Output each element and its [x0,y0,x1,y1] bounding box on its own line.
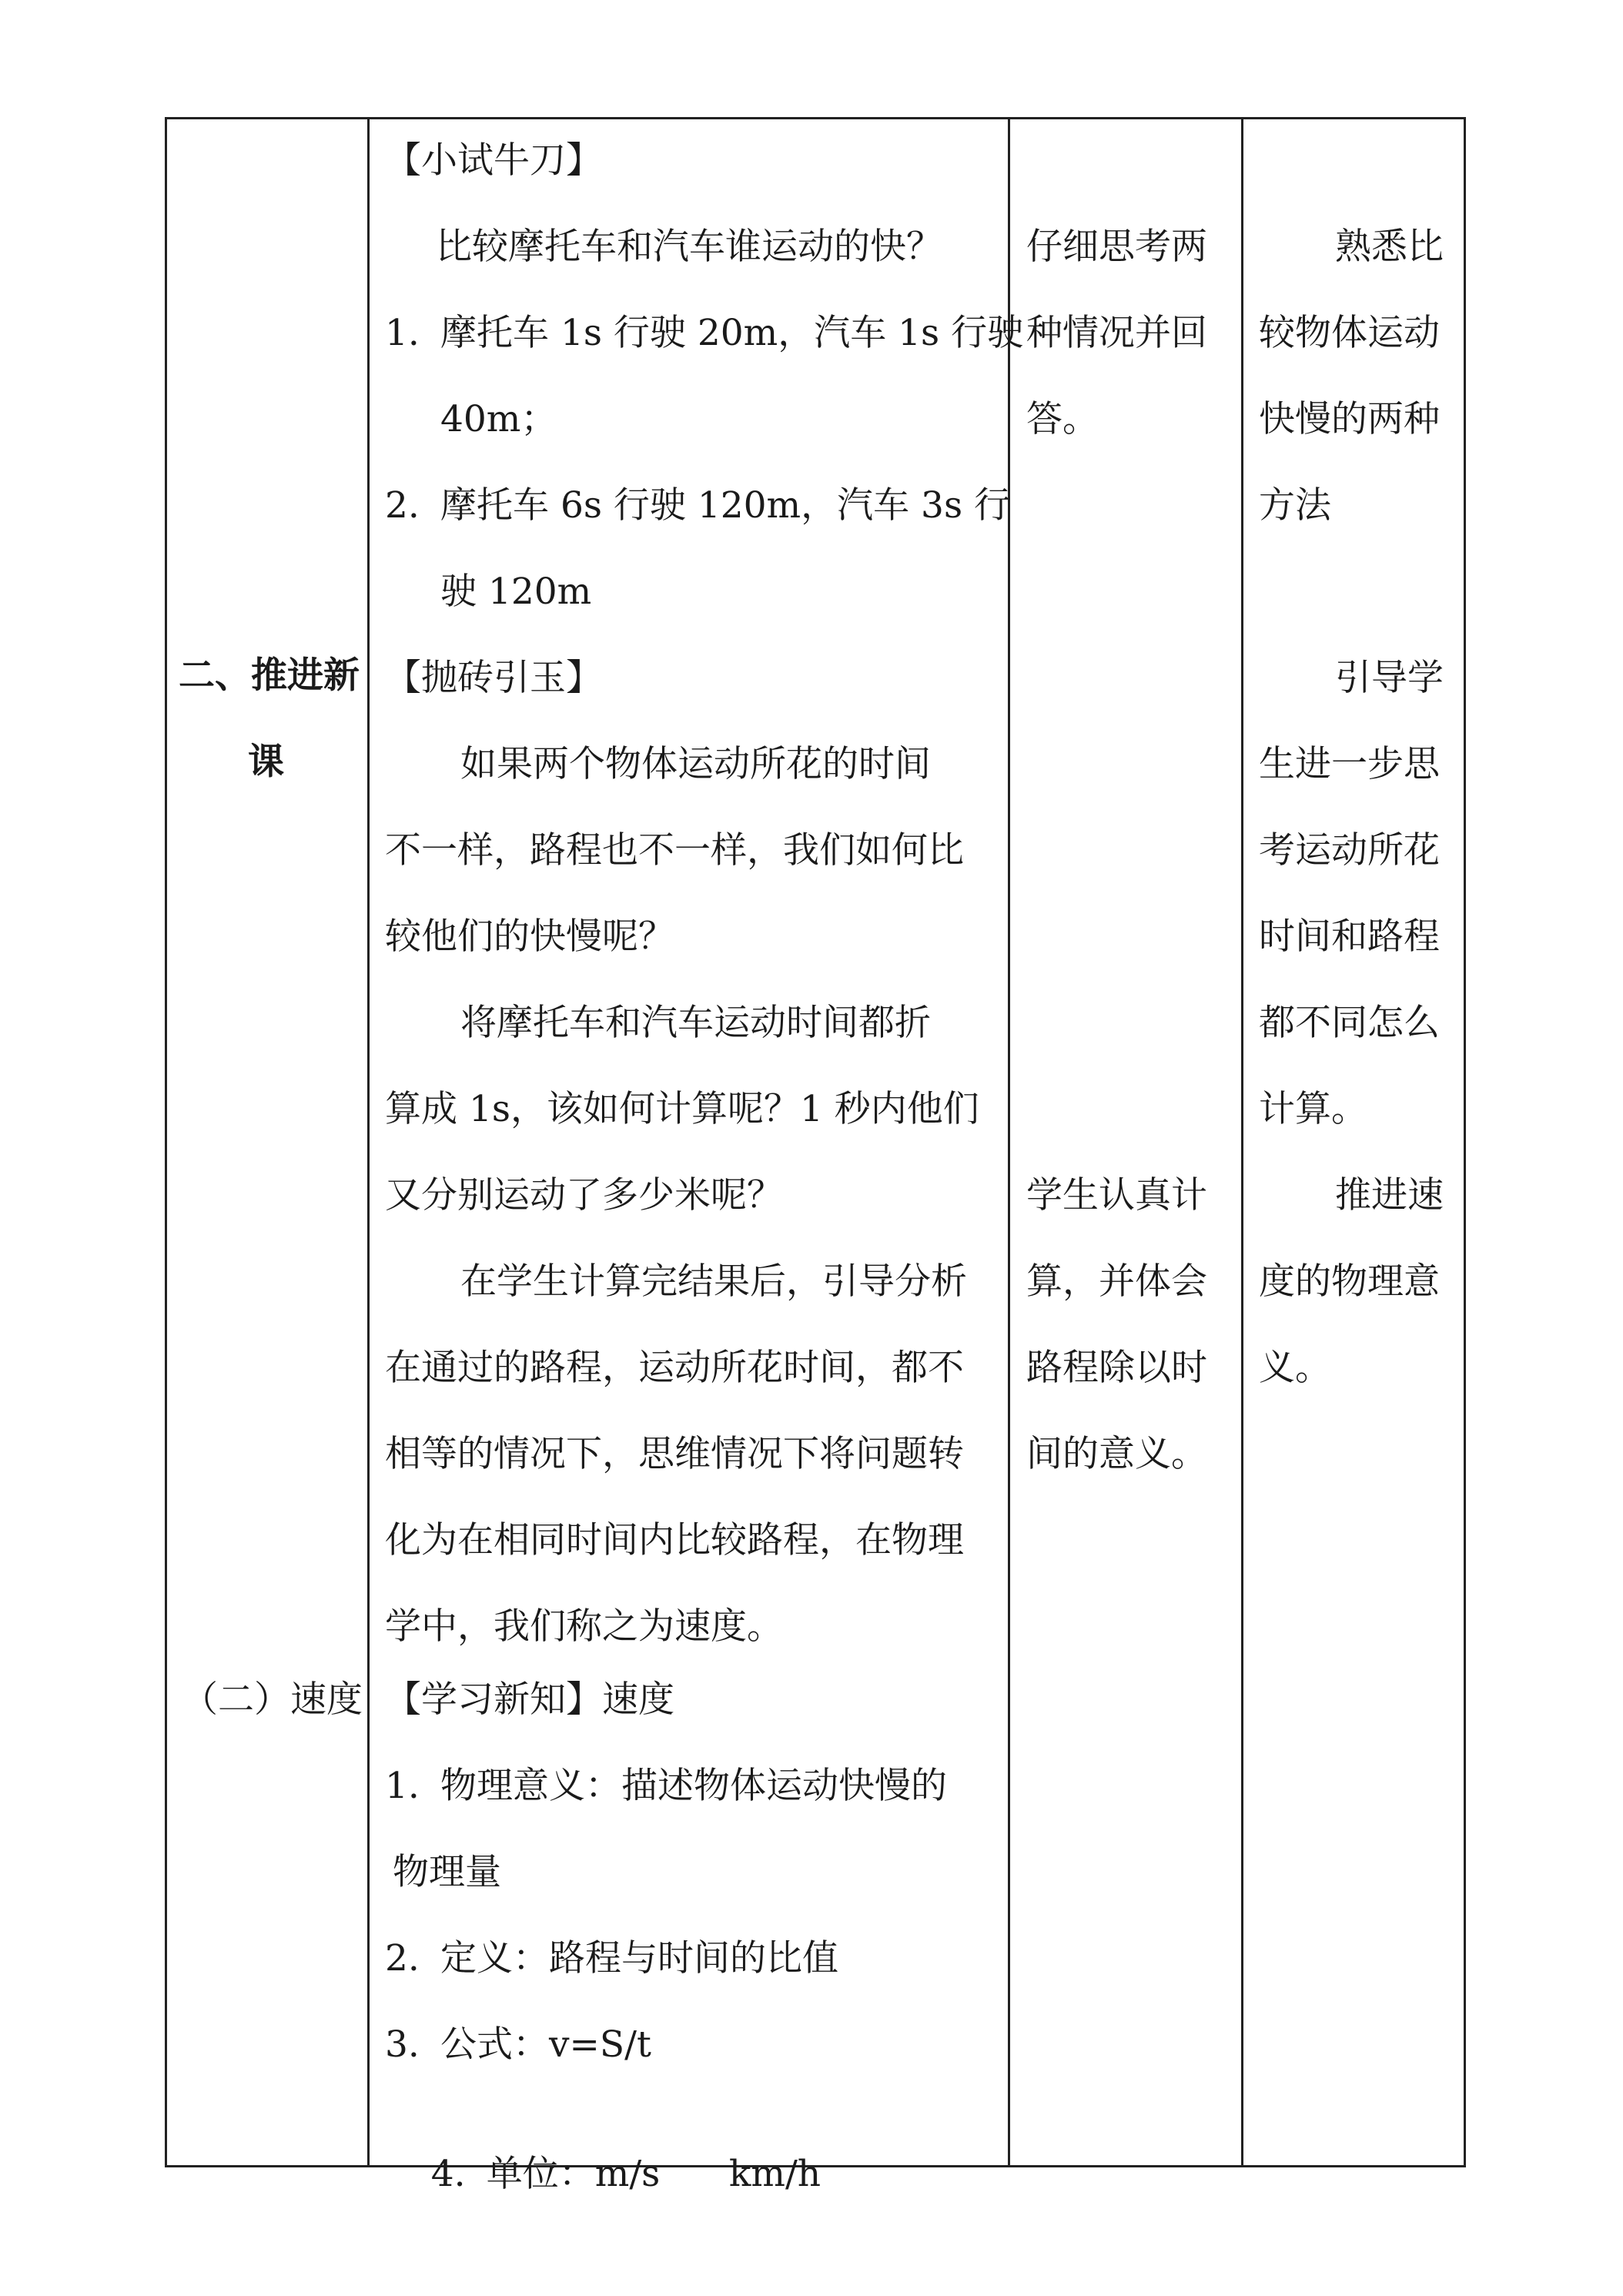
column-divider [1241,117,1243,2167]
definition-item [385,2110,821,2239]
column-divider [367,117,370,2167]
paragraph-line: 不一样，路程也不一样，我们如何比 [385,829,964,872]
student-activity-line: 算，并体会 [1026,1260,1207,1303]
section-title-cont: 课 [248,741,284,783]
paragraph-line: 学中，我们称之为速度。 [385,1605,783,1648]
design-intent-line: 义。 [1259,1347,1331,1389]
student-activity-line: 学生认真计 [1026,1174,1207,1217]
student-activity-line: 间的意义。 [1026,1433,1207,1475]
design-intent-line: 推进速 [1335,1174,1444,1217]
paragraph-line: 较他们的快慢呢？ [385,915,674,958]
student-activity-line: 种情况并回 [1026,312,1207,354]
design-intent-line: 考运动所花 [1259,829,1440,872]
item-number: 1. [385,312,420,354]
paragraph-line: 又分别运动了多少米呢？ [385,1174,783,1217]
item-number: 1. [385,1765,420,1807]
design-intent-line: 计算。 [1259,1088,1367,1130]
item-number: 2. [385,1937,420,1980]
section-title: 二、推进新 [179,654,360,697]
paragraph-line: 如果两个物体运动所花的时间 [460,743,931,785]
student-activity-line: 答。 [1026,398,1099,440]
paragraph-line: 相等的情况下，思维情况下将问题转 [385,1433,964,1475]
definition-item [385,1937,838,1980]
design-intent-line: 快慢的两种 [1259,398,1440,440]
try-question: 比较摩托车和汽车谁运动的快？ [436,226,942,268]
item-text: 定义：路程与时间的比值 [440,1937,838,1980]
item-text: 单位：m/s km/h [486,2153,822,2195]
item-text: 物理意义：描述物体运动快慢的 [440,1765,947,1807]
student-activity-line: 仔细思考两 [1026,226,1207,268]
paragraph-line: 在学生计算完结果后，引导分析 [460,1260,967,1303]
item-number: 2. [385,484,420,527]
learn-heading: 【学习新知】速度 [385,1678,674,1721]
item-text-cont: 驶 120m [440,571,592,613]
item-number: 4. [430,2153,466,2195]
list-item [385,312,1023,355]
item-text: 公式：v=S/t [440,2023,651,2066]
design-intent-line: 方法 [1259,484,1331,527]
item-text: 摩托车 1s 行驶 20m，汽车 1s 行驶 [440,312,1024,354]
subsection-title: （二）速度 [182,1678,363,1721]
item-text: 摩托车 6s 行驶 120m，汽车 3s 行 [440,484,1011,527]
design-intent-line: 都不同怎么 [1259,1002,1440,1044]
column-divider [1008,117,1010,2167]
definition-item [385,1765,947,1808]
item-text-cont: 40m； [440,398,557,440]
intro-heading: 【抛砖引玉】 [385,657,602,699]
paragraph-line: 在通过的路程，运动所花时间，都不 [385,1347,964,1389]
paragraph-line: 算成 1s，该如何计算呢？1 秒内他们 [385,1088,979,1130]
design-intent-line: 引导学 [1335,657,1444,699]
design-intent-line: 度的物理意 [1259,1260,1440,1303]
design-intent-line: 较物体运动 [1259,312,1440,354]
design-intent-line: 熟悉比 [1335,226,1444,268]
paragraph-line: 化为在相同时间内比较路程，在物理 [385,1519,964,1561]
student-activity-line: 路程除以时 [1026,1347,1207,1389]
definition-item [385,2023,651,2067]
list-item [385,484,1010,527]
paragraph-line: 将摩托车和汽车运动时间都折 [460,1002,931,1044]
definition-item-cont: 物理量 [393,1851,501,1893]
design-intent-line: 时间和路程 [1259,915,1440,958]
design-intent-line: 生进一步思 [1259,743,1440,785]
item-number: 3. [385,2023,420,2066]
try-heading: 【小试牛刀】 [385,139,602,182]
